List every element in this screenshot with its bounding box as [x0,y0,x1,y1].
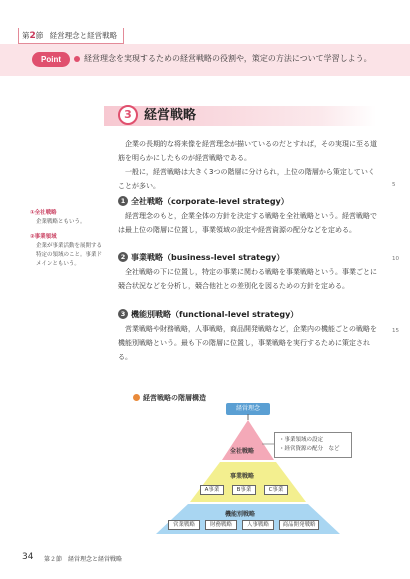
callout-line: ・事業領域の設定 [279,437,324,443]
sidebar-note-1 [30,209,102,227]
subsection-number: 3 [118,309,128,319]
sidebar-note-2 [30,233,102,269]
subsection-text-1: 経営理念のもと，企業全体の方針を決定する戦略を全社戦略という。経営戦略では最上位の階層に位置し，事業領域の設定や経営資源の配分などを定める。 [118,212,377,234]
business-item: B事業 [232,485,256,495]
subsection-text-2: 全社戦略の下に位置し，特定の事業に関わる戦略を事業戦略という。事業ごとに競合状況などを分析し，競合他社との差別化を図るための方針を定める。 [118,268,377,290]
heading-number: 3 [118,105,138,125]
sidebar-note-text: 企業が事業活動を展開する特定の領域のこと。事業ドメインともいう。 [36,243,103,267]
top-label: 経営理念 [226,403,270,415]
functional-item: 営業戦略 [168,520,200,530]
bullet-icon [74,56,80,62]
functional-item: 人事戦略 [242,520,274,530]
tier-label-functional: 機能別戦略 [225,511,256,518]
tier-shape-business [190,462,306,502]
tier-label-corporate: 全社戦略 [230,448,255,455]
callout-line: ・経営資源の配分 など [279,446,340,452]
business-item: A事業 [200,485,224,495]
section-prefix: 第 [22,31,30,40]
paragraph-2: 一般に，経営戦略は大きく3つの階層に分けられ，上位の階層から策定していくことが多い。 [118,168,375,190]
section-title: 経営理念と経営戦略 [49,31,118,40]
subsection-heading-2 [118,252,284,263]
point-text: 経営理念を実現するための経営戦略の役割や，策定の方法について学習しよう。 [84,54,372,63]
business-item: C事業 [264,485,288,495]
callout-box [274,432,352,458]
subsection-number: 1 [118,196,128,206]
section-label [22,30,117,41]
subsection-title: 全社戦略（corporate-level strategy） [131,197,289,206]
heading-title: 経営戦略 [144,108,197,123]
line-number: 15 [392,328,399,334]
section-number: 2 [29,31,36,41]
sidebar-note-title: ①全社戦略 [30,210,57,216]
sidebar-note-text: 企業戦略ともいう。 [36,219,86,225]
point-badge: Point [32,52,70,67]
figure-icon [133,394,140,401]
subsection-title: 事業戦略（business-level strategy） [131,253,285,262]
line-number: 10 [392,256,399,262]
subsection-heading-1 [118,196,289,207]
subsection-title: 機能別戦略（functional-level strategy） [131,310,299,319]
section-suffix: 節 [35,31,44,40]
figure-title: 経営戦略の階層構造 [143,394,206,402]
tier-label-business: 事業戦略 [230,473,255,480]
footer-text: 第２節 経営理念と経営戦略 [44,556,123,563]
subsection-heading-3 [118,309,298,320]
paragraph-1: 企業の長期的な将来像を経営理念が描いているのだとすれば，その実現に至る道筋を明らかにしたものが経営戦略である。 [118,140,377,162]
functional-item: 商品開発戦略 [279,520,319,530]
functional-item: 財務戦略 [205,520,237,530]
subsection-number: 2 [118,252,128,262]
line-number: 5 [392,182,396,188]
subsection-text-3: 営業戦略や財務戦略，人事戦略，商品開発戦略など，企業内の機能ごとの戦略を機能別戦略という。最も下の階層に位置し，事業戦略を実行するために策定される。 [118,325,377,361]
sidebar-note-title: ②事業領域 [30,234,57,240]
page-number: 34 [22,552,34,562]
